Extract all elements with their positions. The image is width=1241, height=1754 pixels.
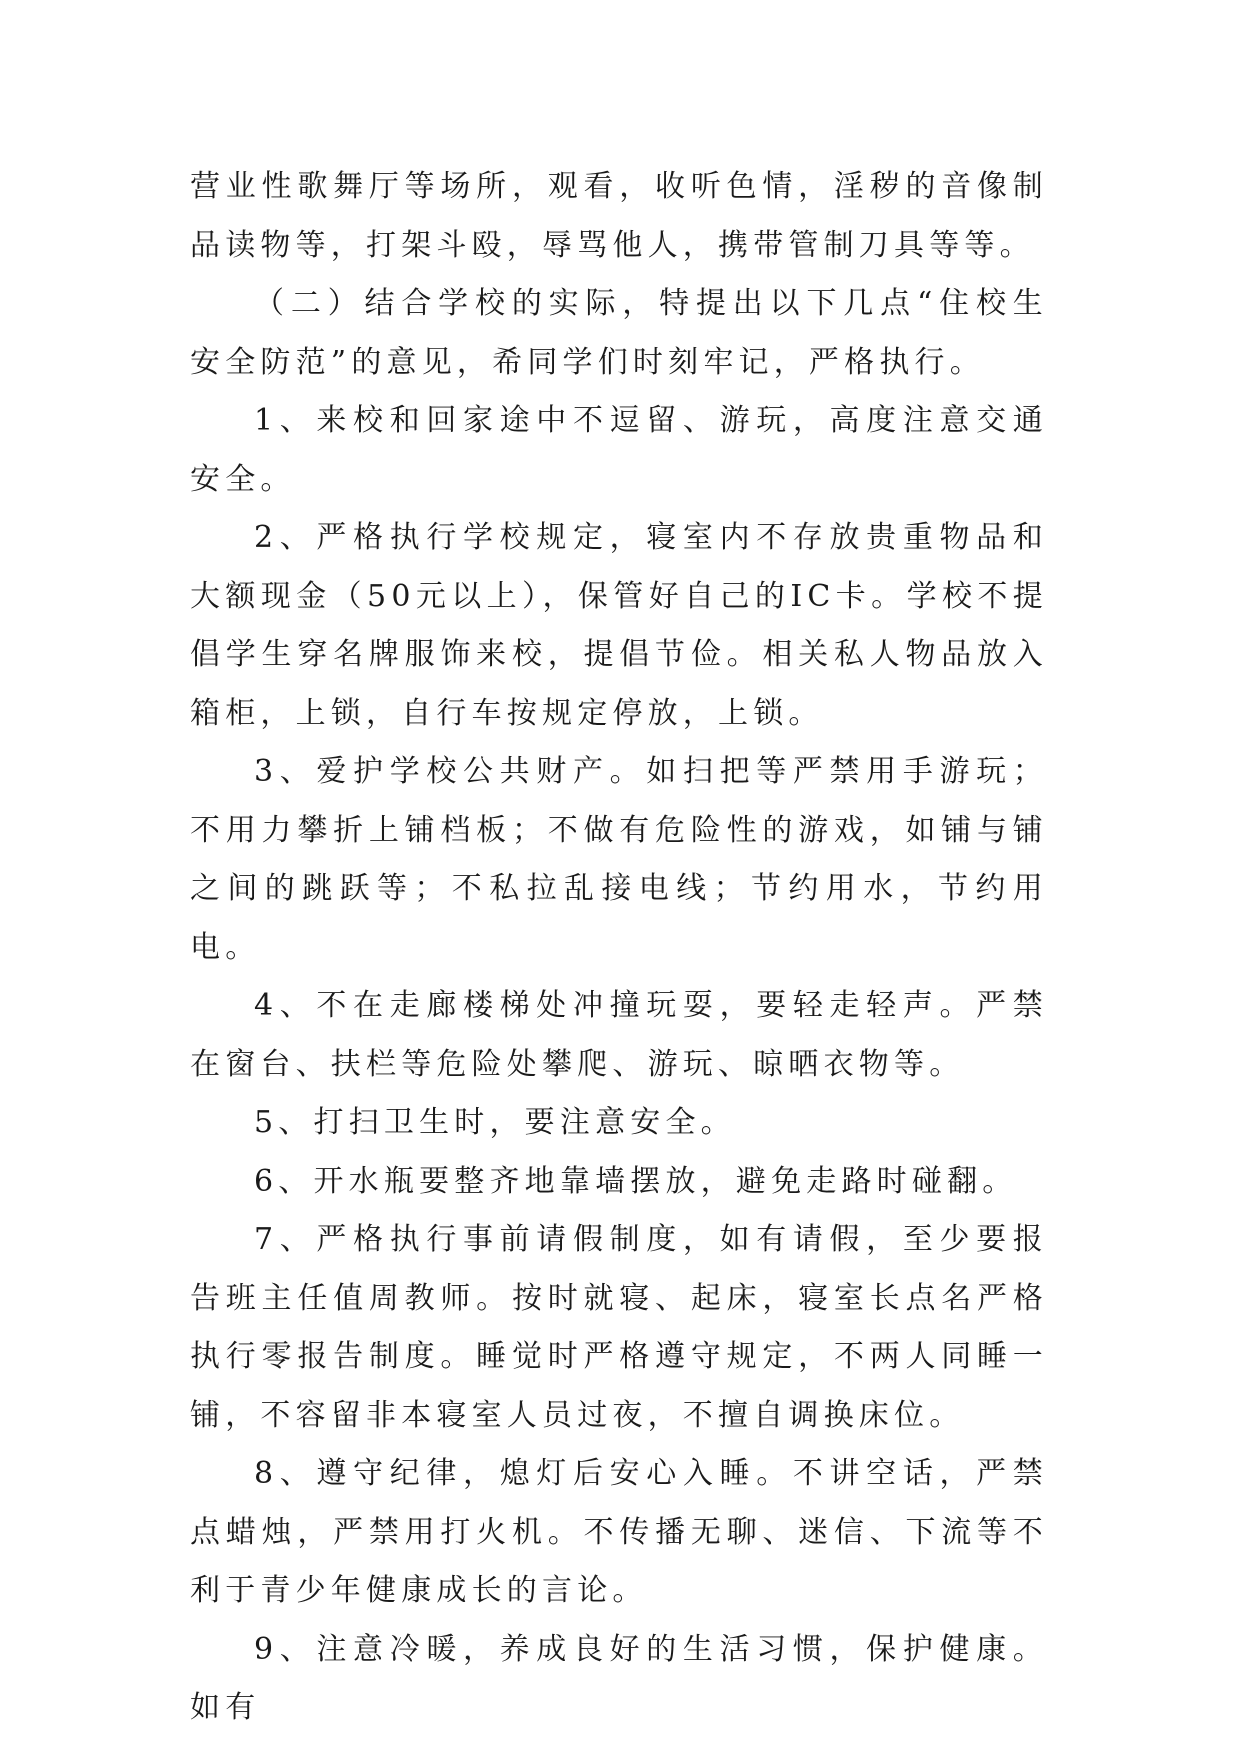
paragraph-item-1: 1、来校和回家途中不逗留、游玩，高度注意交通安全。 <box>190 403 1048 497</box>
paragraph-item-4: 4、不在走廊楼梯处冲撞玩耍，要轻走轻声。严禁在窗台、扶栏等危险处攀爬、游玩、晾晒衣物等。 <box>190 988 1048 1082</box>
document-body <box>190 158 1048 1738</box>
paragraph-item-3: 3、爱护学校公共财产。如扫把等严禁用手游玩；不用力攀折上铺档板；不做有危险性的游戏，如铺与铺之间的跳跃等；不私拉乱接电线；节约用水，节约用电。 <box>190 754 1048 965</box>
paragraph-item-6: 6、开水瓶要整齐地靠墙摆放，避免走路时碰翻。 <box>254 1163 1018 1199</box>
paragraph-item-7: 7、严格执行事前请假制度，如有请假，至少要报告班主任值周教师。按时就寝、起床，寝室长点名严格执行零报告制度。睡觉时严格遵守规定，不两人同睡一铺，不容留非本寝室人员过夜，不擅自调换床位。 <box>190 1222 1048 1433</box>
paragraph-item-2: 2、严格执行学校规定，寝室内不存放贵重物品和大额现金（50元以上），保管好自己的IC卡。学校不提倡学生穿名牌服饰来校，提倡节俭。相关私人物品放入箱柜，上锁，自行车按规定停放，上锁。 <box>190 520 1048 731</box>
paragraph-item-5: 5、打扫卫生时，要注意安全。 <box>254 1105 736 1140</box>
paragraph-section-two: （二）结合学校的实际，特提出以下几点“住校生安全防范”的意见，希同学们时刻牢记，严格执行。 <box>190 286 1048 380</box>
paragraph-item-9: 9、注意冷暖，养成良好的生活习惯，保护健康。如有 <box>190 1631 1048 1725</box>
paragraph-item-8: 8、遵守纪律，熄灯后安心入睡。不讲空话，严禁点蜡烛，严禁用打火机。不传播无聊、迷信、下流等不利于青少年健康成长的言论。 <box>190 1456 1048 1608</box>
paragraph-continuation: 营业性歌舞厅等场所，观看，收听色情，淫秽的音像制品读物等，打架斗殴，辱骂他人，携带管制刀具等等。 <box>190 169 1048 263</box>
